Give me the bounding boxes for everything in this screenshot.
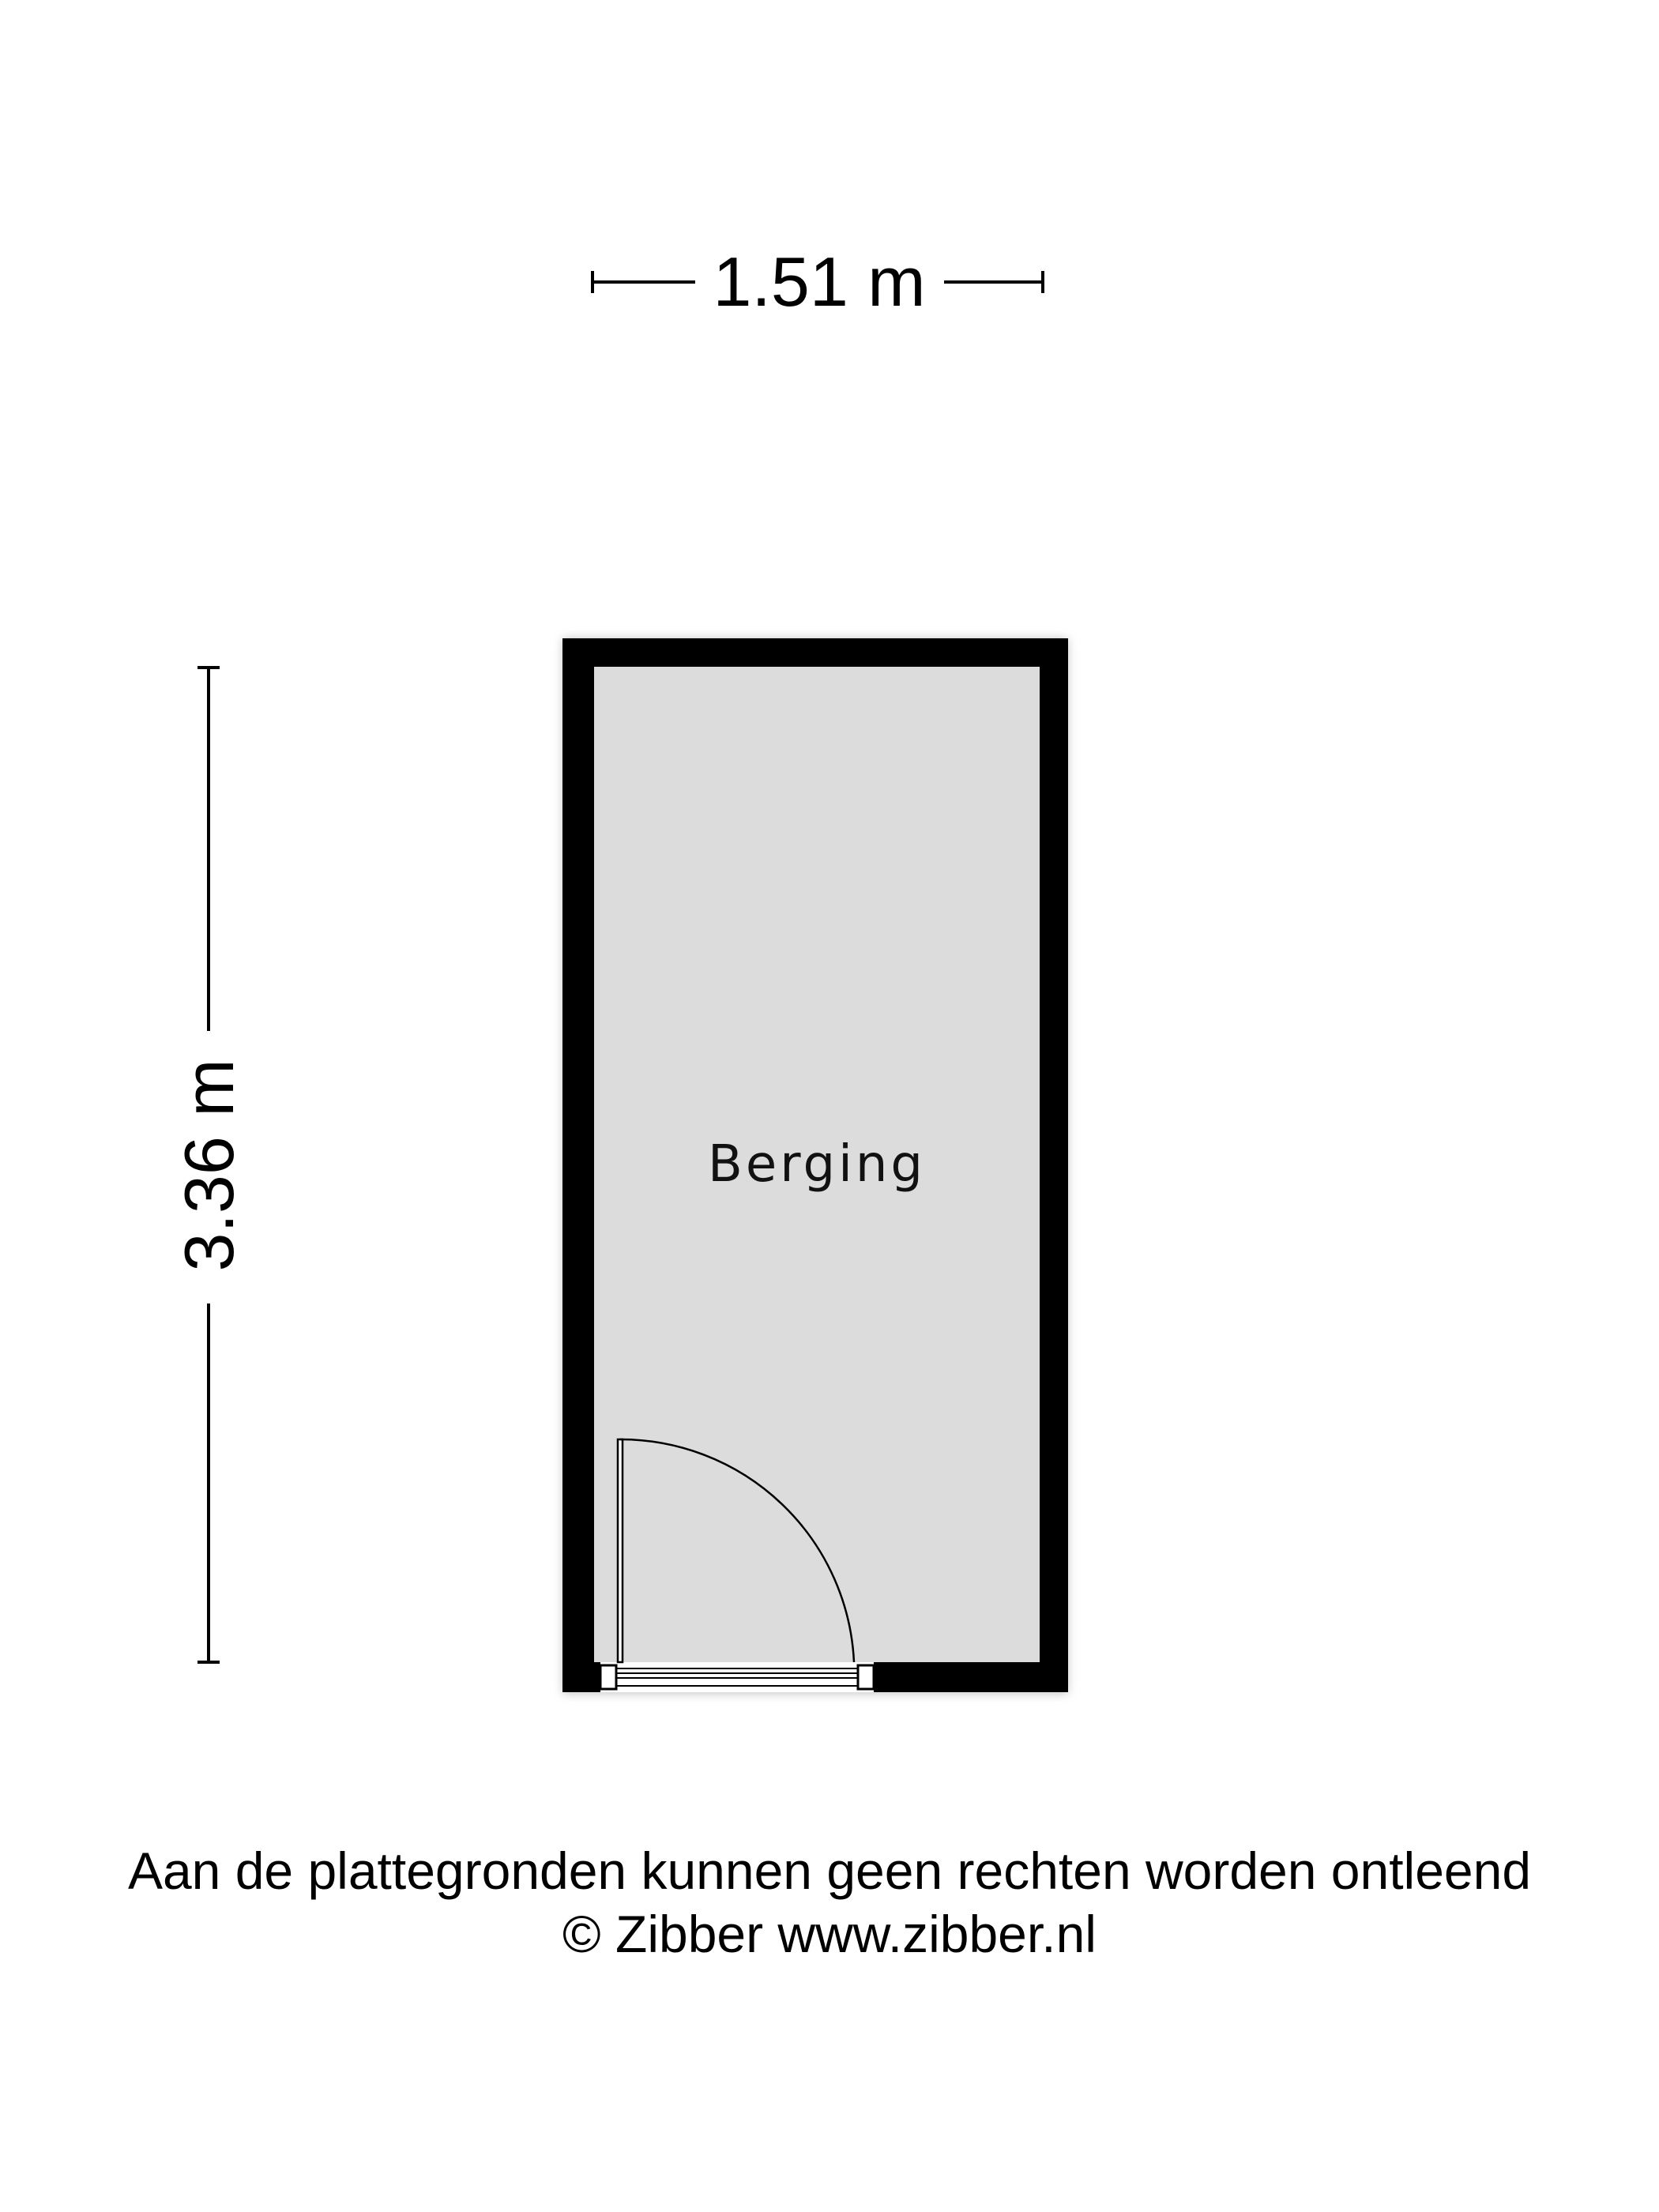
door-opening — [600, 1662, 874, 1692]
disclaimer-text: Aan de plattegronden kunnen geen rechten worden ontleend — [127, 1841, 1532, 1900]
width-dimension — [592, 243, 1043, 321]
height-label: 3.36 m — [170, 1059, 248, 1272]
width-label: 1.51 m — [713, 243, 926, 321]
height-dimension — [170, 668, 248, 1662]
room-label: Berging — [707, 1135, 927, 1194]
copyright-text: © Zibber www.zibber.nl — [562, 1905, 1097, 1963]
